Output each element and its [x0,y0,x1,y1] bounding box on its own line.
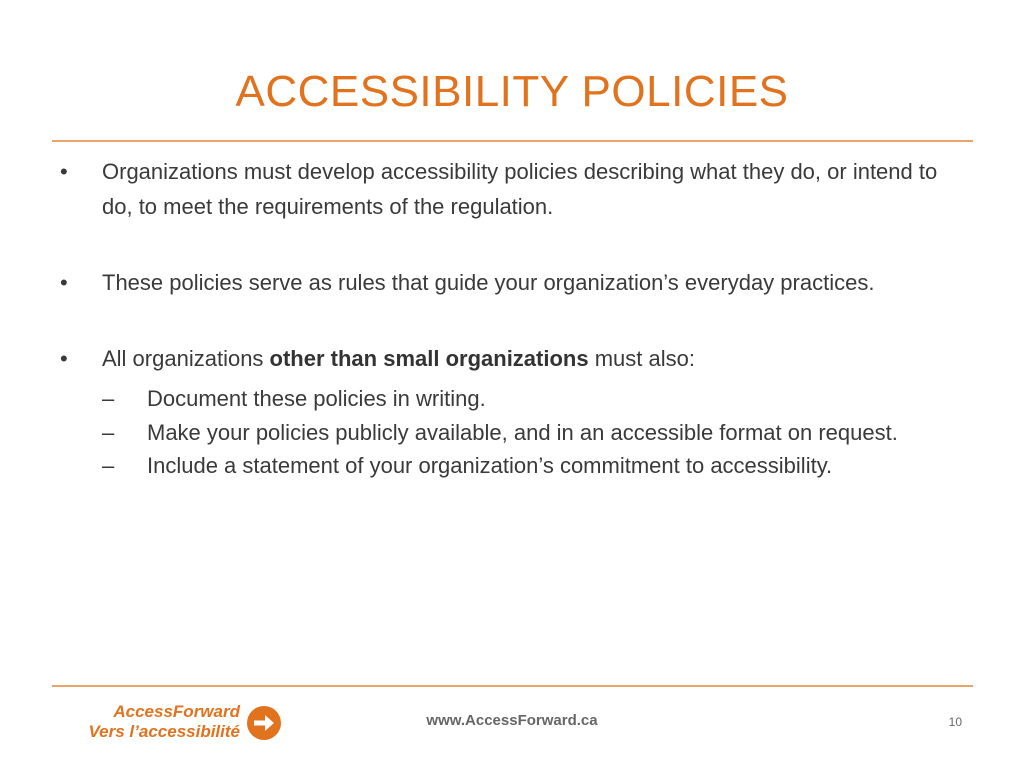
dash-marker: – [102,453,115,478]
top-divider [52,140,973,142]
bullet-text [102,346,695,371]
logo-line-english: AccessForward [113,702,240,721]
bullet-item [58,265,968,300]
page-number: 10 [948,715,962,729]
sub-list [58,382,968,483]
bullet-marker: • [60,270,68,295]
bullet-item [58,154,968,224]
slide-title: ACCESSIBILITY POLICIES [235,67,789,117]
bullet-text: Organizations must develop accessibility policies describing what they do, or intend to do, to meet the requirements of the regulation. [102,159,938,219]
slide-body [58,154,968,483]
footer-url: www.AccessForward.ca [426,712,598,729]
sub-item [58,382,968,416]
sub-item-text: Include a statement of your organization’s commitment to accessibility. [147,453,833,478]
bullet-item [58,341,968,376]
bullet-text: These policies serve as rules that guide your organization’s everyday practices. [102,270,875,295]
bullet-text-end: must also: [588,346,695,371]
bullet-text-start: All organizations [102,346,270,371]
dash-marker: – [102,386,115,411]
logo-line-french: Vers l’accessibilité [88,722,240,741]
sub-item-text: Document these policies in writing. [147,386,486,411]
bullet-marker: • [60,159,68,184]
bullet-text-emphasis: other than small organizations [269,346,589,371]
sub-item [58,449,968,483]
bullet-marker: • [60,346,68,371]
bottom-divider [52,685,973,687]
sub-item [58,416,968,450]
dash-marker: – [102,419,115,445]
sub-item-text: Make your policies publicly available, and in an accessible format on request. [147,419,898,445]
